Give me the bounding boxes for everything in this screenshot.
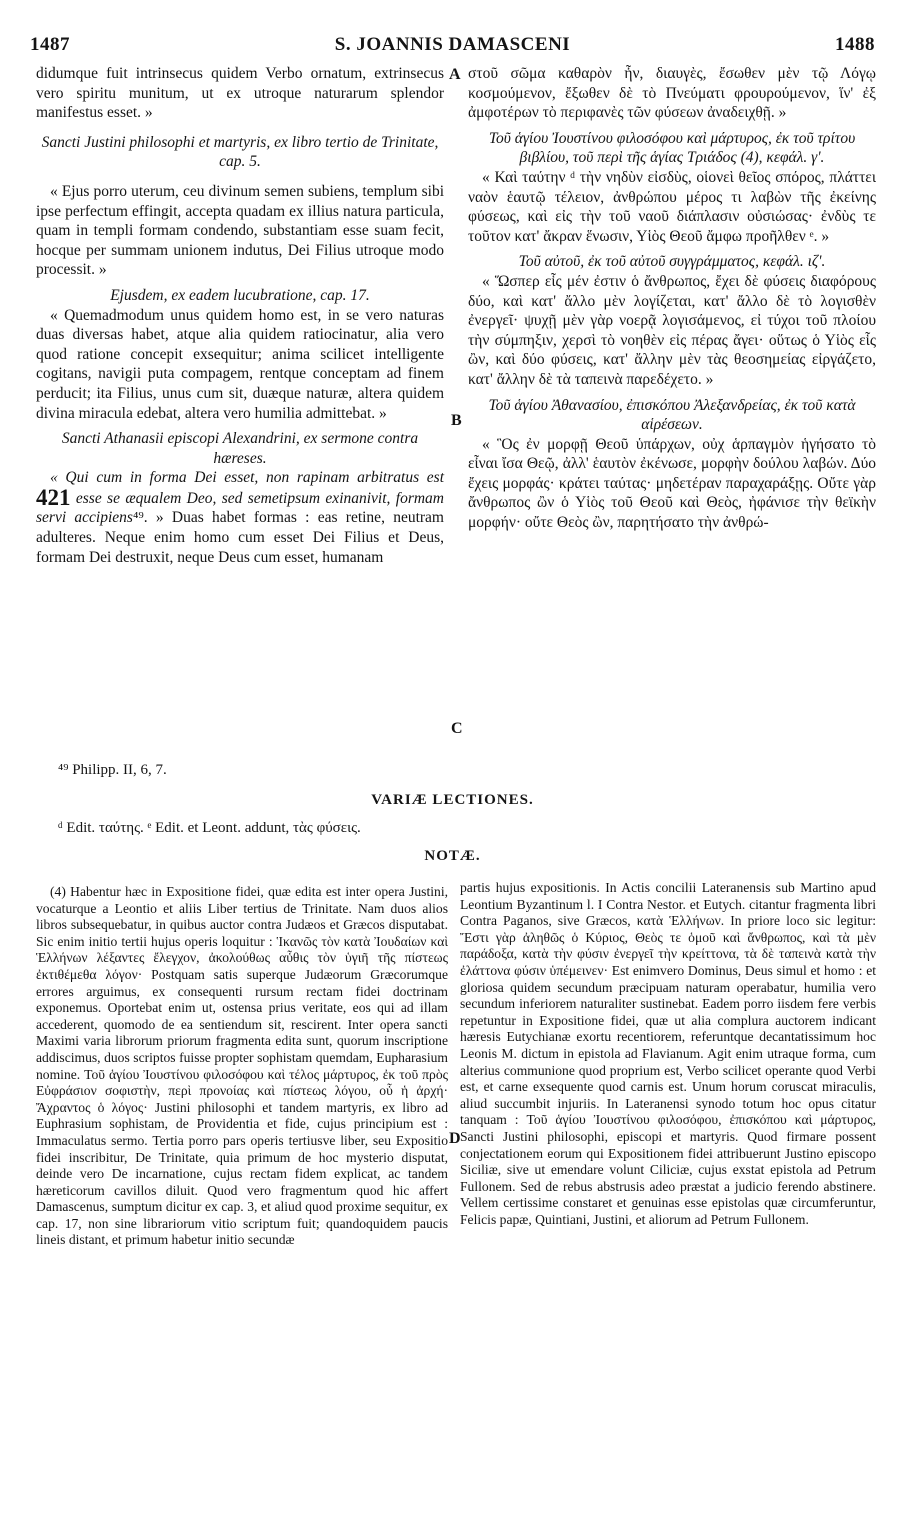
footnote: ⁴⁹ Philipp. II, 6, 7.: [58, 762, 167, 778]
greek-section-title: Τοῦ αὐτοῦ, ἐκ τοῦ αὐτοῦ συγγράμματος, κεφάλ. ιζ'.: [518, 253, 826, 271]
latin-section-title: Sancti Athanasii episcopi Alexandrini, ex sermone contra hæreses.: [61, 430, 419, 467]
page-header: [30, 34, 875, 60]
scripture-quote-cont: esse se æqualem Deo, sed semetipsum exinanivit, formam servi accipiens: [36, 489, 445, 527]
margin-marker-c: C: [451, 720, 463, 737]
latin-paragraph: « Quemadmodum unus quidem homo est, in se vero naturas duas diversas habet, atque alia quidem ratiocinatur, alia vero quod ratione concepit exsequitur; anima scilicet intelligente cogitans, navigii puta compagem, rentque conceptam ad finem perducit; ita Filius, unus cum sit, duæque naturæ, altera quidem divina miracula edebat, altera vero humilia admittebat. »: [36, 306, 444, 422]
latin-paragraph: « Ejus porro uterum, ceu divinum semen subiens, templum sibi ipse perfectum effingit, accepta quadam ex illius natura particula, quam in templi formam condendo, substantiam esse suam fecit, hocque per summam unionem indutus, Dei Filius utroque modo processit. »: [36, 182, 444, 279]
variae-text: ᵈ Edit. ταύτης. ᵉ Edit. et Leont. addunt, τὰς φύσεις.: [58, 820, 361, 836]
margin-marker-b: B: [451, 412, 462, 429]
variae-heading: VARIÆ LECTIONES.: [371, 792, 534, 808]
note-text: (4) Habentur hæc in Expositione fidei, quæ edita est inter opera Justini, vocaturque a Leontio et aliis Liber tertius de Trinitate. Nam duos alios libros subsequebatur, in quibus auctor contra Judæos et Græcos disputabat. Sic enim initio tertii hujus operis loquitur : Ἱκανῶς τὸν κατὰ Ἰουδαίων καὶ Ἑλλήνων λέξαντες ἔλεγχον, ἀκολούθως αὖθις τὸν ὑγιῆ τῆς πίστεως ἐκτιθέμεθα λόγον· Postquam satis superque Judæorum Græcorumque errores arguimus, ex consequenti rursum rectam fidei doctrinam exponemus. Oportebat enim ut, ostensa prius veritate, eos qui ad illam accederent, quomodo de ea sentiendum sit, rescirent. Inter opera sancti Maximi varia librorum priorum fragmenta edita sunt, quorum inscriptione addiscimus, duos scriptos fuisse propter sophistam quemdam, Eupharasium nomine. Τοῦ ἁγίου Ἰουστίνου φιλοσόφου καὶ τέλος μάρτυρος, ἐκ τοῦ πρὸς Εὐφράσιον σοφιστὴν, περὶ προνοίας καὶ πίστεως λόγου, οὗ ἡ ἀρχή· Ἄχραντος ὁ λόγος· Justini philosophi et tandem martyris, ex libro ad Euphrasium sophistam, de Providentia et fide, cujus principium est : Immaculatus sermo. Tertia porro pars operis tertiusve liber, seu Expositio fidei inscribitur, De Trinitate, quia primum de hoc mysterio disputat, deinde vero De incarnatione, cujus rectam fidem explicat, ac tandem hæreticorum cavillos diluit. Quod vero fragmentum quod hic affert Damascenus, sumptum dicitur ex cap. 3, et aliud quod proxime sequitur, ex cap. 17, non sine librariorum vitio scriptum fuit; quandoquidem paucis lineis distant, et primum habetur initio secundæ: [36, 884, 448, 1248]
footnote-ref: ⁴⁹: [132, 509, 144, 527]
scripture-quote: « Qui cum in forma Dei esset, non rapinam arbitratus est: [50, 469, 444, 487]
column-number: 421: [36, 484, 71, 510]
notes-right-column: [460, 880, 876, 1228]
greek-paragraph: « Ὥσπερ εἷς μέν ἐστιν ὁ ἄνθρωπος, ἔχει δὲ φύσεις διαφόρους δύο, καὶ κατ' ἄλλο μὲν λογίζεται, κατ' ἄλλο δὲ τὸ λογισθὲν ἐνεργεῖ· ψυχῇ μὲν γὰρ νοερᾷ λογισάμενος, εἰ τύχοι τοῦ πλοίου τὴν σύμπηξιν, χερσὶ τὸ νοηθὲν εἰς πέρας ἄγει· οὕτως ὁ Υἱὸς εἷς ὢν, καὶ δύο φύσεις, κατ' ἄλλην μὲν τὰς θεοσημείας εἰργάζετο, κατ' ἄλλην δὲ τὰ ταπεινὰ παρεδέχετο. »: [468, 272, 876, 388]
greek-paragraph: στοῦ σῶμα καθαρὸν ἦν, διαυγὲς, ἔσωθεν μὲν τῷ Λόγῳ κοσμούμενον, ἔξωθεν δὲ τὸ Πνεύματι φρουρούμενον, ἵν' ἐξ ἀμφοτέρων τὸ περιφανὲς τῶν φύσεων ἀναδειχθῇ. »: [468, 65, 876, 122]
page-number-right: 1488: [835, 34, 875, 55]
latin-section-title: Ejusdem, ex eadem lucubratione, cap. 17.: [110, 286, 370, 304]
latin-paragraph: [36, 468, 444, 567]
greek-paragraph: « Καὶ ταύτην ᵈ τὴν νηδὺν εἰσδὺς, οἱονεὶ θεῖος σπόρος, πλάττει ναὸν ἑαυτῷ τέλειον, ἀνθρώπου μέρος τι λαβὼν τῆς ἐκείνης φύσεως, καὶ εἰς τὴν τοῦ ναοῦ διάπλασιν οὐσιώσας· ἐνδὺς τε τοῦτον κατ' ἄκραν ἕνωσιν, Υἱὸς Θεοῦ ἄμφω προῆλθεν ᵉ. »: [468, 168, 876, 245]
margin-marker-d: D: [449, 1130, 461, 1147]
margin-marker-a: A: [449, 66, 461, 83]
notae-heading: NOTÆ.: [424, 848, 481, 864]
page-number-left: 1487: [30, 34, 70, 55]
latin-column: [36, 64, 444, 567]
latin-paragraph: didumque fuit intrinsecus quidem Verbo ornatum, extrinsecus vero spiritu munitum, ut ex utroque naturarum splendor manifestus esset. »: [36, 65, 444, 122]
greek-section-title: Τοῦ ἁγίου Ἰουστίνου φιλοσόφου καὶ μάρτυρος, ἐκ τοῦ τρίτου βιβλίου, τοῦ περὶ τῆς ἁγίας Τριάδος (4), κεφάλ. γ'.: [488, 129, 856, 167]
note-text: partis hujus expositionis. In Actis concilii Lateranensis sub Martino apud Leontium Byzantinum l. I Contra Nestor. et Eutych. citantur fragmenta libri Contra Paganos, sive Græcos, κατὰ Ἑλλήνων. In priore loco sic legitur: Ἔστι γὰρ ἀληθῶς ὁ Κύριος, Θεὸς τε ὁμοῦ καὶ ἄνθρωπος, καὶ τὰ μὲν παράδοξα, κατὰ τὴν φύσιν ἐνεργεῖ τὴν κρείττονα, τὰ δὲ ταπεινὰ κατὰ τὴν ἐλάττονα φύσιν ὑπέμεινεν· Est enimvero Dominus, Deus simul et homo : et gloriosa quidem secundum præcipuam naturam operabatur, humilia vero secundum inferiorem naturaliter sustinebat. Eadem porro iisdem fere verbis repetuntur in Expositione fidei, quæ ut alia complura auctorem indicant hæresis Eutychianæ exortu recentiorem, referuntque decantatissimum hoc Leonis M. dictum in epistola ad Flavianum. Agit enim utraque forma, cum alterius communione quod proprium est, Verbo scilicet operante quod Verbi est, et carne exsequente quod carnis est. Unum horum coruscat miraculis, aliud succumbit injuriis. In Lateranensi synodo totum hoc opus citatur tanquam : Τοῦ ἁγίου Ἰουστίνου φιλοσόφου, ἐπισκόπου καὶ μάρτυρος, Sancti Justini philosophi, episcopi et martyris. Quod firmare possent conjectationem eorum qui Expositionem fidei attribuerunt Justino episcopo Siciliæ, sive ut emendare volunt Ciliciæ, cujus exstat epistola ad Petrum Fullonem. Sed de rebus abstrusis adeo præstat a judicio ferendo abstinere. Vellem certissime constaret et genuinas esse epistolas quæ circumferuntur, Felicis papæ, Quintiani, Justini, et aliorum ad Petrum Fullonem.: [460, 880, 876, 1227]
greek-section-title: Τοῦ ἁγίου Ἀθανασίου, ἐπισκόπου Ἀλεξανδρείας, ἐκ τοῦ κατὰ αἱρέσεων.: [488, 396, 856, 434]
latin-section-title: Sancti Justini philosophi et martyris, ex libro tertio de Trinitate, cap. 5.: [41, 133, 439, 171]
running-title: S. JOANNIS DAMASCENI: [334, 34, 571, 55]
notes-left-column: [36, 884, 448, 1249]
latin-text: . » Duas habet formas : eas retine, neutram adulteres. Neque enim homo cum esset Dei Filius et Deus, formam Dei destruxit, neque Deus cum esset, humanam: [36, 509, 444, 566]
greek-paragraph: « Ὃς ἐν μορφῇ Θεοῦ ὑπάρχων, οὐχ ἁρπαγμὸν ἡγήσατο τὸ εἶναι ἴσα Θεῷ, ἀλλ' ἑαυτὸν ἐκένωσε, μορφὴν δούλου λαβών. Δύο ἔχεις μορφάς· κράτει ταύτας· μηδετέραν παραχαράξῃς. Οὔτε γὰρ ἄνθρωπος ὢν ὁ Υἱὸς τοῦ Θεοῦ καὶ Θεὸς, ἠφάνισε τὴν θεϊκὴν μορφήν· οὔτε Θεὸς ὢν, παρητήσατο τὴν ἀνθρώ-: [468, 435, 876, 532]
greek-column: [468, 64, 876, 533]
